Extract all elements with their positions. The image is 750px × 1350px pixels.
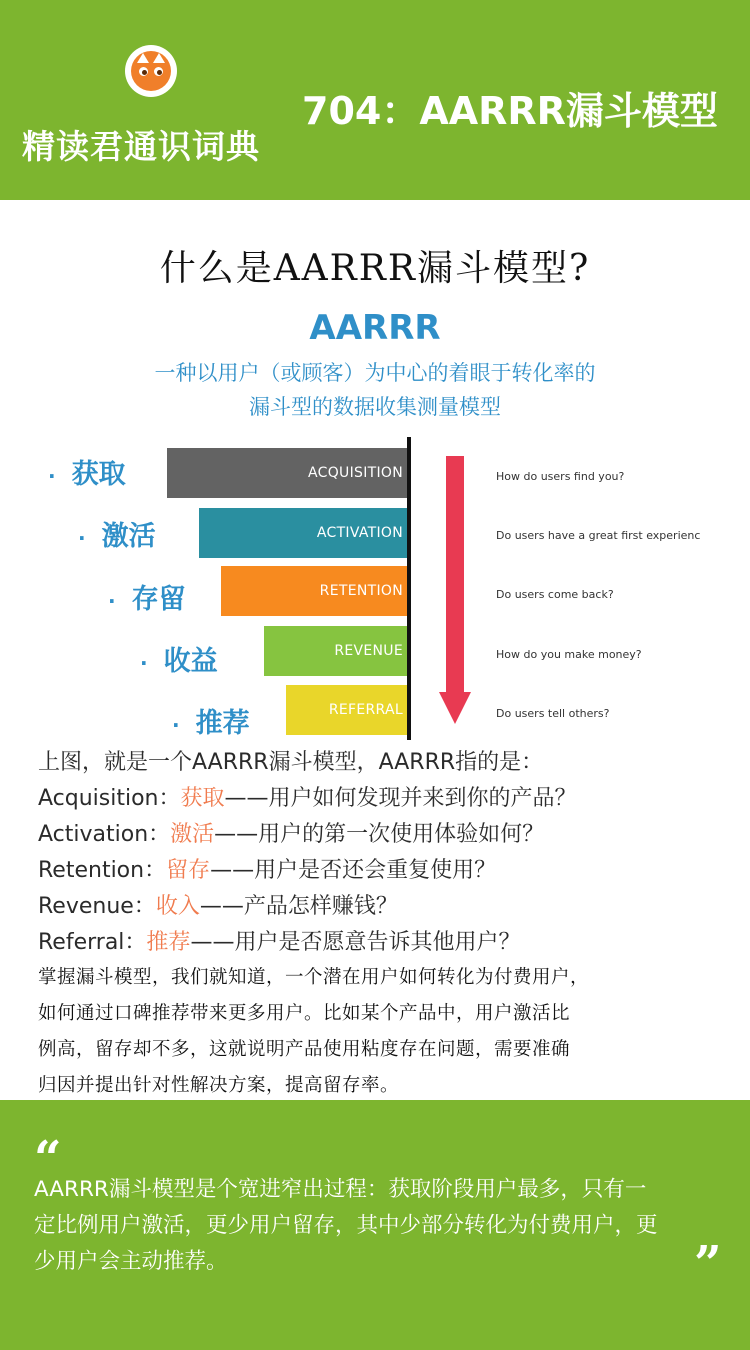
stage-question-activation: Do users have a great first experienc	[496, 529, 701, 542]
stage-question-acquisition: How do users find you?	[496, 470, 625, 483]
issue-title: 704：AARRR漏斗模型	[302, 89, 718, 133]
infographic-subtitle-line-2: 漏斗型的数据收集测量模型	[249, 395, 501, 419]
funnel-bar-referral: REFERRAL	[286, 685, 407, 735]
explanation-item-revenue: Revenue：收入——产品怎样赚钱？	[38, 894, 398, 919]
header-banner	[0, 0, 750, 200]
summary-line-3: 例高，留存却不多，这就说明产品使用粘度存在问题，需要准确	[38, 1039, 571, 1060]
stage-question-revenue: How do you make money?	[496, 648, 642, 661]
quote-line-2: 定比例用户激活，更少用户留存，其中少部分转化为付费用户，更	[34, 1213, 658, 1238]
summary-line-4: 归因并提出针对性解决方案，提高留存率。	[38, 1075, 400, 1096]
quote-line-3: 少用户会主动推荐。	[34, 1249, 228, 1274]
quote-line-1: AARRR漏斗模型是个宽进窄出过程：获取阶段用户最多，只有一	[34, 1177, 647, 1202]
explanation-item-retention: Retention：留存——用户是否还会重复使用？	[38, 858, 497, 883]
summary-line-1: 掌握漏斗模型，我们就知道，一个潜在用户如何转化为付费用户，	[38, 967, 590, 988]
explanation-item-acquisition: Acquisition：获取——用户如何发现并来到你的产品？	[38, 786, 577, 811]
brand-name: 精读君通识词典	[22, 127, 260, 166]
explanation-item-activation: Activation：激活——用户的第一次使用体验如何？	[38, 822, 545, 847]
funnel-bar-acquisition: ACQUISITION	[167, 448, 407, 498]
explanation-item-referral: Referral：推荐——用户是否愿意告诉其他用户？	[38, 930, 521, 955]
owl-logo-icon	[125, 45, 177, 97]
explanation-intro: 上图，就是一个AARRR漏斗模型，AARRR指的是：	[38, 750, 544, 775]
funnel-bar-activation: ACTIVATION	[199, 508, 407, 558]
close-quote-icon: ”	[694, 1236, 722, 1292]
stage-label-acquisition: · 获取	[48, 459, 126, 490]
funnel-axis-line	[407, 437, 411, 740]
infographic-subtitle-line-1: 一种以用户（或顾客）为中心的着眼于转化率的	[154, 361, 596, 385]
funnel-bar-revenue: REVENUE	[264, 626, 407, 676]
down-arrow-icon	[446, 456, 464, 696]
stage-label-referral: · 推荐	[172, 708, 250, 739]
summary-line-2: 如何通过口碑推荐带来更多用户。比如某个产品中，用户激活比	[38, 1003, 571, 1024]
infographic-question: 什么是AARRR漏斗模型?	[159, 248, 591, 289]
down-arrow-head-icon	[439, 692, 471, 724]
stage-question-retention: Do users come back?	[496, 588, 614, 601]
open-quote-icon: “	[34, 1131, 62, 1187]
stage-question-referral: Do users tell others?	[496, 707, 610, 720]
stage-label-activation: · 激活	[78, 521, 156, 552]
stage-label-retention: · 存留	[108, 584, 186, 615]
infographic-heading: AARRR	[309, 308, 441, 348]
stage-label-revenue: · 收益	[140, 646, 218, 677]
funnel-bar-retention: RETENTION	[221, 566, 407, 616]
